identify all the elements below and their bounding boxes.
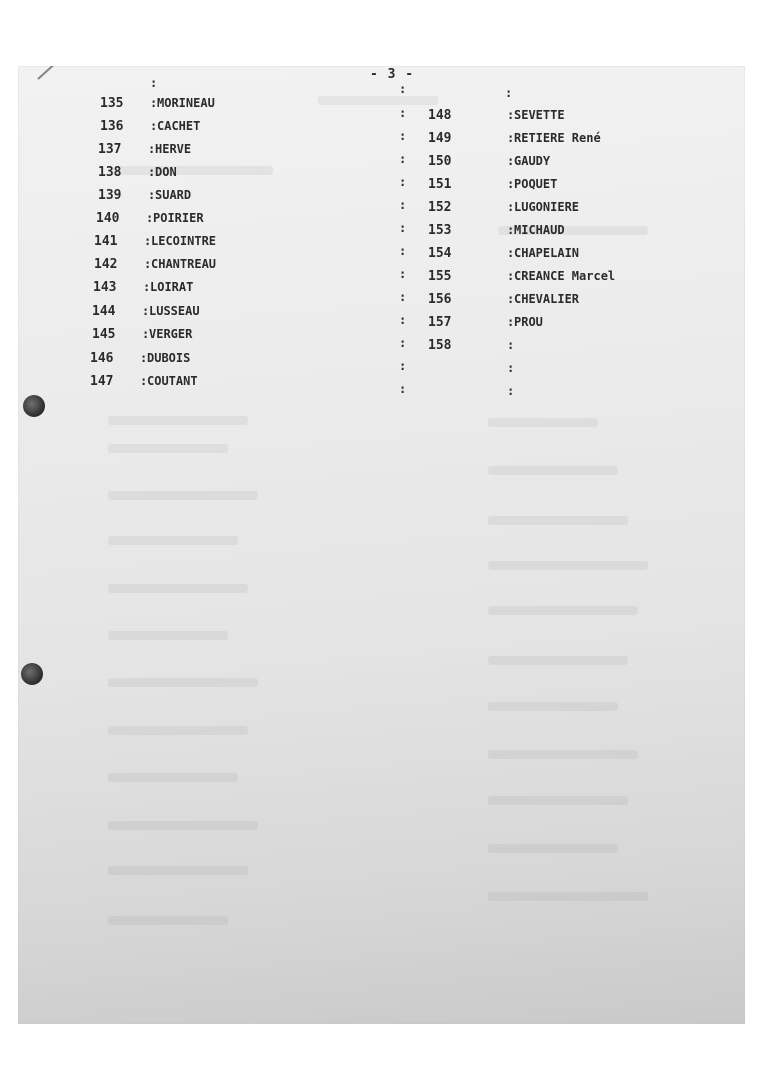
- entry-name: RETIERE René: [514, 131, 601, 145]
- entry-colon: :: [150, 96, 158, 110]
- entry-number: 136: [100, 119, 124, 134]
- entry-name: VERGER: [149, 327, 193, 341]
- entry-name: LECOINTRE: [151, 234, 217, 248]
- entry-colon: :: [140, 374, 148, 388]
- entry-colon: :: [144, 257, 152, 271]
- entry-number: 149: [428, 131, 452, 146]
- entry-name: HERVE: [155, 142, 192, 156]
- entry-name: COUTANT: [147, 374, 198, 388]
- entry-number: 156: [428, 292, 452, 307]
- entry-colon: :: [150, 76, 158, 90]
- separator-colon: :: [399, 290, 407, 304]
- entry-colon: :: [144, 234, 152, 248]
- entry-colon: :: [505, 86, 513, 100]
- entry-colon: :: [148, 188, 156, 202]
- entry-number: 141: [94, 234, 118, 249]
- entry-colon: :: [148, 142, 156, 156]
- entry-colon: :: [146, 211, 154, 225]
- entry-name: MORINEAU: [157, 96, 215, 110]
- entry-name: CREANCE Marcel: [514, 269, 616, 283]
- separator-colon: :: [399, 198, 407, 212]
- entry-colon: :: [142, 327, 150, 341]
- separator-colon: :: [399, 359, 407, 373]
- separator-colon: :: [399, 313, 407, 327]
- entry-number: 135: [100, 96, 124, 111]
- entry-name: POQUET: [514, 177, 558, 191]
- pen-mark: [37, 66, 64, 80]
- separator-colon: :: [399, 267, 407, 281]
- entry-colon: :: [507, 269, 515, 283]
- entry-colon: :: [507, 246, 515, 260]
- separator-colon: :: [399, 82, 407, 96]
- entry-number: 137: [98, 142, 122, 157]
- entry-colon: :: [148, 165, 156, 179]
- entry-name: DON: [155, 165, 177, 179]
- entry-number: 158: [428, 338, 452, 353]
- entry-name: CHEVALIER: [514, 292, 580, 306]
- entry-name: LUGONIERE: [514, 200, 580, 214]
- entry-colon: :: [507, 223, 515, 237]
- punch-hole-top: [23, 395, 45, 417]
- entry-colon: :: [507, 338, 515, 352]
- entry-colon: :: [507, 200, 515, 214]
- separator-colon: :: [399, 336, 407, 350]
- entry-number: 150: [428, 154, 452, 169]
- entry-colon: :: [507, 292, 515, 306]
- entry-colon: :: [150, 119, 158, 133]
- punch-hole-bottom: [21, 663, 43, 685]
- entry-number: 143: [93, 280, 117, 295]
- separator-colon: :: [399, 106, 407, 120]
- entry-number: 154: [428, 246, 452, 261]
- entry-number: 148: [428, 108, 452, 123]
- scanned-page: [18, 66, 745, 1024]
- separator-colon: :: [399, 152, 407, 166]
- entry-name: DUBOIS: [147, 351, 191, 365]
- entry-name: SUARD: [155, 188, 192, 202]
- entry-number: 155: [428, 269, 452, 284]
- entry-number: 144: [92, 304, 116, 319]
- entry-name: LOIRAT: [150, 280, 194, 294]
- entry-colon: :: [507, 361, 515, 375]
- separator-colon: :: [399, 175, 407, 189]
- entry-name: GAUDY: [514, 154, 551, 168]
- entry-colon: :: [507, 315, 515, 329]
- entry-name: POIRIER: [153, 211, 204, 225]
- entry-colon: :: [143, 280, 151, 294]
- entry-number: 153: [428, 223, 452, 238]
- entry-colon: :: [507, 131, 515, 145]
- entry-colon: :: [507, 154, 515, 168]
- entry-number: 146: [90, 351, 114, 366]
- entry-name: MICHAUD: [514, 223, 565, 237]
- entry-number: 138: [98, 165, 122, 180]
- separator-colon: :: [399, 221, 407, 235]
- entry-number: 145: [92, 327, 116, 342]
- page-number: - 3 -: [370, 67, 415, 82]
- entry-name: CHANTREAU: [151, 257, 217, 271]
- entry-name: CHAPELAIN: [514, 246, 580, 260]
- entry-number: 152: [428, 200, 452, 215]
- entry-number: 157: [428, 315, 452, 330]
- entry-number: 142: [94, 257, 118, 272]
- separator-colon: :: [399, 244, 407, 258]
- entry-colon: :: [142, 304, 150, 318]
- entry-colon: :: [507, 177, 515, 191]
- entry-colon: :: [507, 384, 515, 398]
- entry-name: CACHET: [157, 119, 201, 133]
- entry-name: SEVETTE: [514, 108, 565, 122]
- separator-colon: :: [399, 382, 407, 396]
- entry-name: LUSSEAU: [149, 304, 200, 318]
- entry-number: 147: [90, 374, 114, 389]
- entry-number: 139: [98, 188, 122, 203]
- entry-number: 151: [428, 177, 452, 192]
- separator-colon: :: [399, 129, 407, 143]
- entry-colon: :: [140, 351, 148, 365]
- entry-colon: :: [507, 108, 515, 122]
- entry-number: 140: [96, 211, 120, 226]
- entry-name: PROU: [514, 315, 543, 329]
